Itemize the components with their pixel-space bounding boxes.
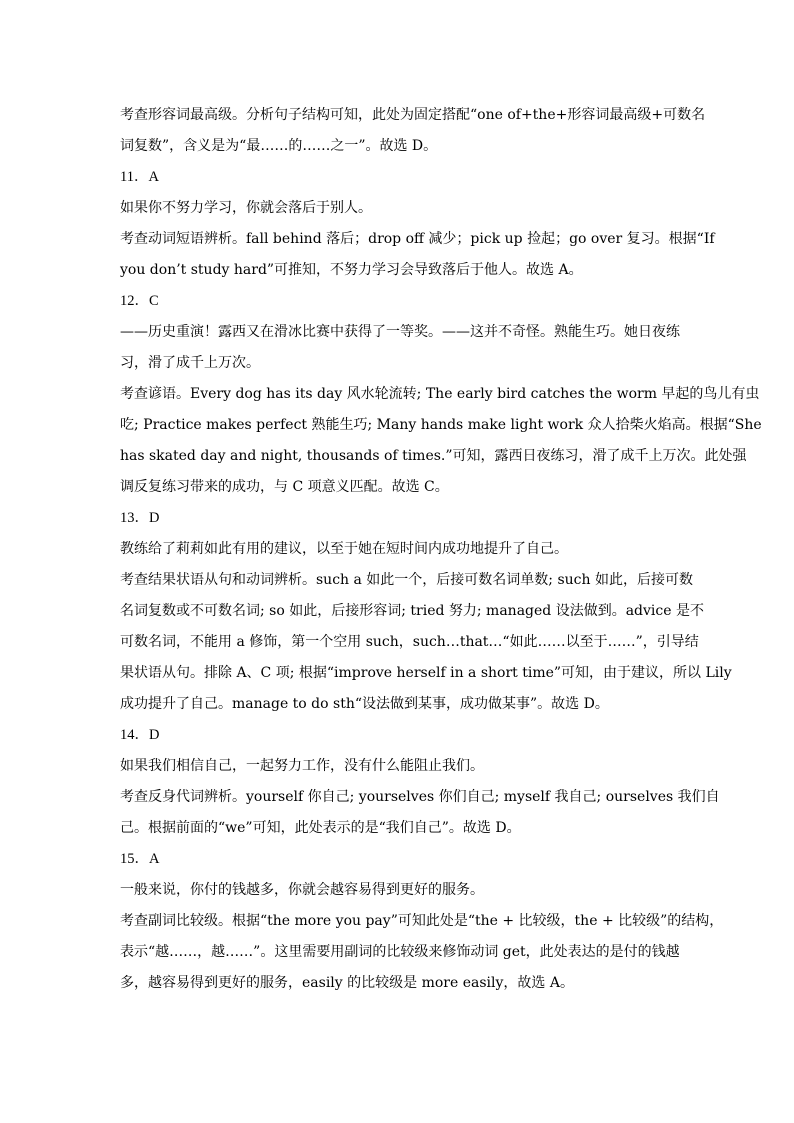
translation-line: 一般来说，你付的钱越多，你就会越容易得到更好的服务。 — [120, 882, 484, 898]
translation-line: 如果我们相信自己，一起努力工作，没有什么能阻止我们。 — [120, 758, 484, 774]
answer-key-content — [120, 100, 762, 999]
translation-line: 教练给了莉莉如此有用的建议，以至于她在短时间内成功地提升了自己。 — [120, 541, 568, 557]
answer-number: 13．D — [120, 510, 160, 526]
analysis-line: 可数名词，不能用 a 修饰，第一个空用 such，such…that…“如此……以至于……”，引导结 — [120, 634, 699, 650]
analysis-line: 考查谚语。Every dog has its day 风水轮流转; The early bird catches the worm 早起的鸟儿有虫 — [120, 386, 760, 402]
analysis-line: 果状语从句。排除 A、C 项; 根据“improve herself in a short time”可知，由于建议，所以 Lily — [120, 665, 732, 681]
analysis-paragraph — [120, 379, 762, 503]
analysis-line: 表示“越……，越……”。这里需要用副词的比较级来修饰动词 get，此处表达的是付的钱越 — [120, 944, 680, 960]
analysis-line: has skated day and night, thousands of times.”可知，露西日夜练习，滑了成千上万次。此处强 — [120, 448, 747, 464]
analysis-paragraph — [120, 224, 715, 286]
analysis-line: 成功提升了自己。manage to do sth“设法做到某事，成功做某事”。故选 D。 — [120, 696, 609, 712]
analysis-line: you don’t study hard”可推知，不努力学习会导致落后于他人。故选 A。 — [120, 262, 583, 278]
analysis-line: 多，越容易得到更好的服务，easily 的比较级是 more easily，故选 A。 — [120, 975, 574, 991]
translation-paragraph — [120, 534, 680, 565]
analysis-paragraph — [120, 565, 732, 720]
translation-paragraph — [120, 193, 680, 224]
answer-number: 12．C — [120, 293, 159, 309]
analysis-paragraph — [120, 100, 706, 162]
answer-number: 14．D — [120, 727, 160, 743]
analysis-paragraph — [120, 906, 724, 999]
answer-number: 11．A — [120, 169, 159, 185]
analysis-line: 名词复数或不可数名词; so 如此，后接形容词; tried 努力; managed 设法做到。advice 是不 — [120, 603, 704, 619]
analysis-line: 调反复练习带来的成功，与 C 项意义匹配。故选 C。 — [120, 479, 449, 495]
analysis-line: 吃; Practice makes perfect 熟能生巧; Many hands make light work 众人拾柴火焰高。根据“She — [120, 417, 762, 433]
translation-line: ——历史重演！露西又在滑冰比赛中获得了一等奖。——这并不奇怪。熟能生巧。她日夜练 — [120, 324, 680, 340]
analysis-line: 考查副词比较级。根据“the more you pay”可知此处是“the + 比较级，the + 比较级”的结构， — [120, 913, 724, 929]
analysis-paragraph — [120, 782, 720, 844]
analysis-line: 考查形容词最高级。分析句子结构可知，此处为固定搭配“one of+the+形容词最高级+可数名 — [120, 107, 706, 123]
analysis-line: 考查动词短语辨析。fall behind 落后；drop off 减少；pick up 捡起；go over 复习。根据“If — [120, 231, 715, 247]
answer-number: 15．A — [120, 851, 160, 867]
analysis-line: 词复数”，含义是为“最……的……之一”。故选 D。 — [120, 138, 438, 154]
translation-paragraph — [120, 317, 680, 379]
translation-line: 习，滑了成千上万次。 — [120, 355, 260, 371]
analysis-line: 考查反身代词辨析。yourself 你自己; yourselves 你们自己; myself 我自己; ourselves 我们自 — [120, 789, 720, 805]
translation-paragraph — [120, 875, 680, 906]
analysis-line: 考查结果状语从句和动词辨析。such a 如此一个，后接可数名词单数; such 如此，后接可数 — [120, 572, 693, 588]
translation-paragraph — [120, 751, 680, 782]
analysis-line: 己。根据前面的“we”可知，此处表示的是“我们自己”。故选 D。 — [120, 820, 521, 836]
translation-line: 如果你不努力学习，你就会落后于别人。 — [120, 200, 372, 216]
